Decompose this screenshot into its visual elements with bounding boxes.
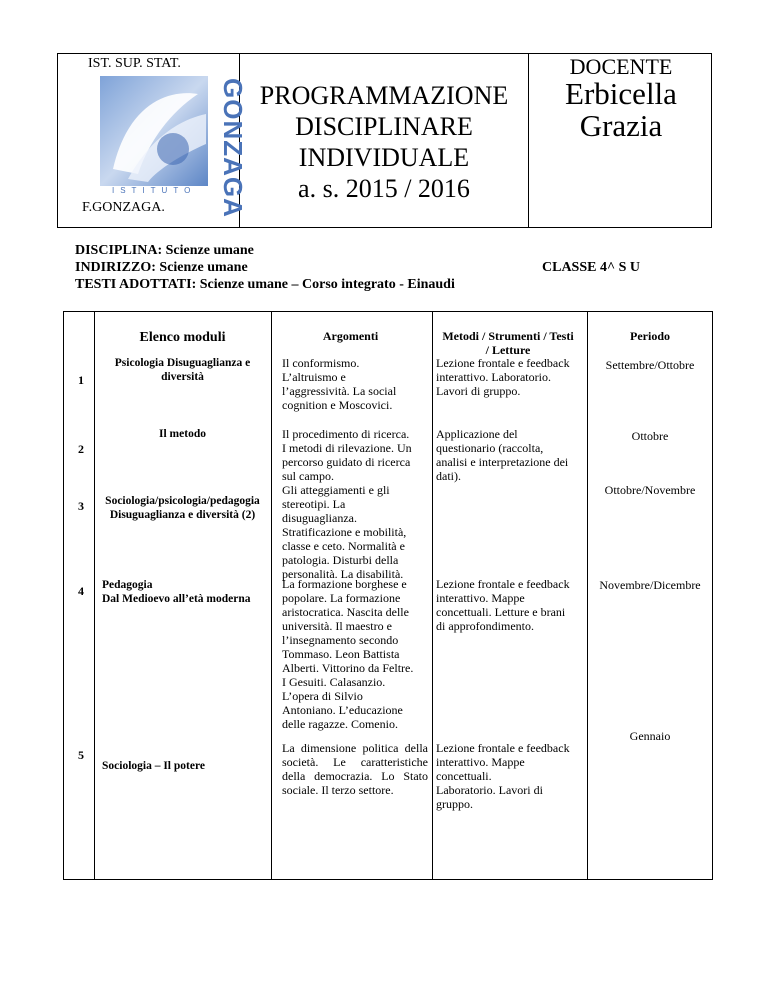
argomenti-cell: Gli atteggiamenti e gli stereotipi. La disuguaglianza. Stratificazione e mobilità, classe e ceto. Normalità e patologia. Disturbi della personalità. La disabilità. bbox=[282, 483, 407, 581]
periodo-cell: Settembre/Ottobre bbox=[605, 358, 695, 372]
column-divider bbox=[94, 312, 95, 879]
document-title bbox=[240, 80, 528, 204]
classe-label: CLASSE 4^ S U bbox=[542, 260, 640, 275]
metodi-cell: Applicazione del questionario (raccolta, analisi e interpretazione dei dati). bbox=[436, 427, 569, 483]
header-table bbox=[57, 53, 712, 228]
title-line: DISCIPLINARE bbox=[295, 112, 473, 141]
header-argomenti: Argomenti bbox=[322, 329, 379, 343]
periodo-cell: Ottobre/Novembre bbox=[604, 483, 696, 497]
module-name: Sociologia/psicologia/pedagogia Disuguaglianza e diversità (2) bbox=[105, 495, 260, 521]
metodi-cell: Lezione frontale e feedback interattivo. Mappe concettuali. Letture e brani di approfondimento. bbox=[436, 577, 570, 633]
logo-subtext: ISTITUTO bbox=[112, 186, 197, 195]
school-name-bottom: F.GONZAGA. bbox=[82, 200, 165, 215]
logo-text: GONZAGA bbox=[218, 78, 248, 218]
header-metodi bbox=[432, 329, 584, 357]
indirizzo-line: INDIRIZZO: Scienze umane bbox=[75, 260, 248, 275]
school-name-top: IST. SUP. STAT. bbox=[88, 56, 181, 71]
disciplina-line: DISCIPLINA: Scienze umane bbox=[75, 243, 254, 258]
column-divider bbox=[432, 312, 433, 879]
module-name: Il metodo bbox=[159, 428, 206, 440]
docente-name-line: Erbicella bbox=[565, 76, 677, 111]
periodo-cell: Ottobre bbox=[631, 429, 669, 443]
row-number: 1 bbox=[78, 373, 84, 387]
header-metodi-line: Metodi / Strumenti / Testi bbox=[442, 329, 574, 343]
title-line: PROGRAMMAZIONE bbox=[259, 81, 509, 110]
row-number: 3 bbox=[78, 499, 84, 513]
argomenti-cell: La dimensione politica della società. Le caratteristiche della democrazia. Lo Stato sociale. Il terzo settore. bbox=[282, 741, 428, 797]
argomenti-cell: Il conformismo. L’altruismo e l’aggressività. La social cognition e Moscovici. bbox=[282, 356, 397, 412]
header-moduli: Elenco moduli bbox=[139, 330, 226, 345]
module-name: Pedagogia Dal Medioevo all’età moderna bbox=[102, 579, 251, 605]
argomenti-cell: Il procedimento di ricerca. I metodi di rilevazione. Un percorso guidato di ricerca sul campo. bbox=[282, 427, 412, 483]
header-periodo: Periodo bbox=[630, 329, 670, 343]
row-number: 2 bbox=[78, 442, 84, 456]
title-line: a. s. 2015 / 2016 bbox=[298, 174, 470, 203]
metodi-cell: Lezione frontale e feedback interattivo. Laboratorio. Lavori di gruppo. bbox=[436, 356, 570, 398]
periodo-cell: Gennaio bbox=[629, 729, 671, 743]
row-number: 4 bbox=[78, 584, 84, 598]
row-number: 5 bbox=[78, 748, 84, 762]
metodi-cell: Lezione frontale e feedback interattivo. Mappe concettuali. Laboratorio. Lavori di gruppo. bbox=[436, 741, 570, 811]
column-divider bbox=[587, 312, 588, 879]
docente-label: DOCENTE bbox=[569, 54, 673, 79]
argomenti-cell: La formazione borghese e popolare. La formazione aristocratica. Nascita delle università. Il maestro e l’insegnamento secondo Tommaso. Leon Battista Alberti. Vittorino da Feltre. I Gesuiti. Calasanzio. L’opera di Silvio Antoniano. L’educazione delle ragazze. Comenio. bbox=[282, 577, 414, 731]
periodo-cell: Novembre/Dicembre bbox=[599, 578, 701, 592]
module-name: Sociologia – Il potere bbox=[102, 760, 205, 772]
header-metodi-line: / Letture bbox=[485, 343, 531, 357]
testi-line: TESTI ADOTTATI: Scienze umane – Corso integrato - Einaudi bbox=[75, 277, 455, 292]
module-name: Psicologia Disuguaglianza e diversità bbox=[114, 357, 251, 383]
docente-name-line: Grazia bbox=[579, 108, 663, 143]
docente-name bbox=[529, 78, 713, 142]
title-line: INDIVIDUALE bbox=[298, 143, 470, 172]
